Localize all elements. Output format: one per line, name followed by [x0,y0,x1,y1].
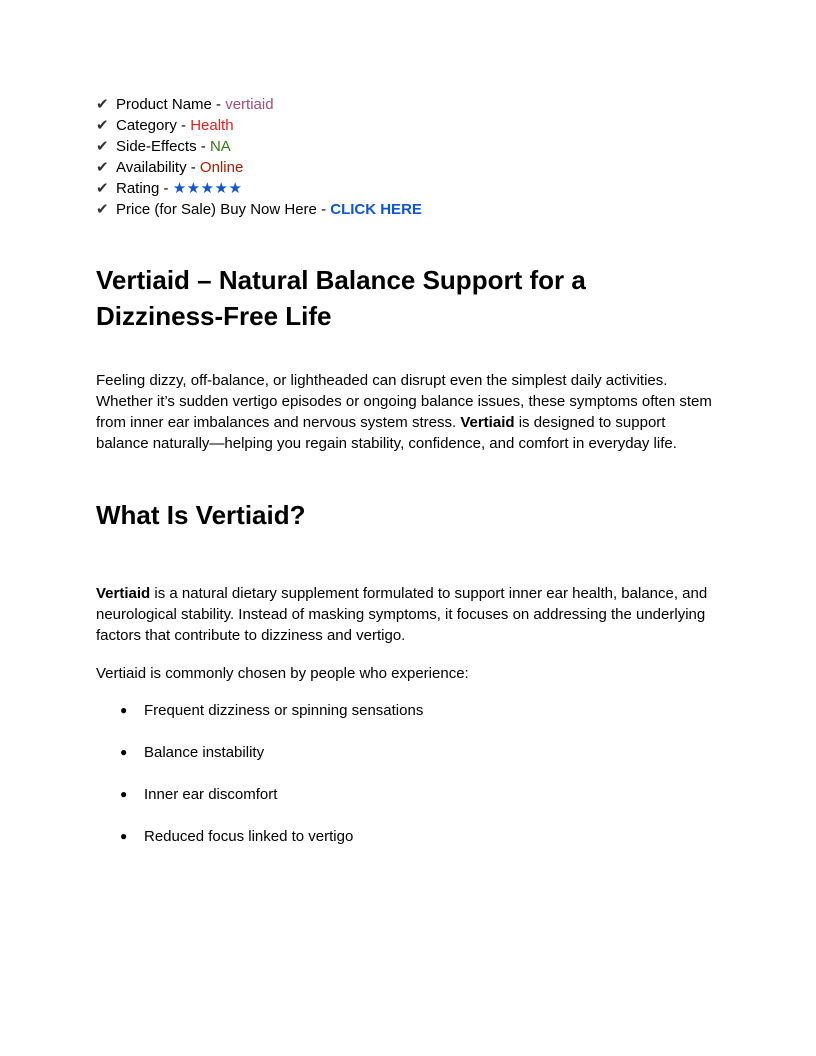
intro-text-start: Feeling dizzy, off-balance, or lightheaded can disrupt even the simplest daily activities. Whether it’s sudden vertigo episodes or ongoing balance issues, these symptoms often stem from inner ear imbalances and nervous system stress. [96,372,712,431]
list-item-text: Balance instability [144,744,265,761]
page-title [96,262,586,334]
info-availability [96,157,720,178]
bullet-icon: ● [120,829,128,843]
what-is-paragraph [96,583,720,646]
info-label: Product Name - [116,96,226,113]
info-product-name [96,94,720,115]
info-label: Side-Effects - [116,138,210,155]
intro-brand-bold: Vertiaid [460,414,515,431]
info-label: Availability - [116,159,200,176]
checkmark-icon: ✔ [96,201,109,218]
checkmark-icon: ✔ [96,180,109,197]
info-rating [96,178,720,199]
list-item-text: Reduced focus linked to vertigo [144,828,354,845]
list-item [96,784,720,826]
list-item-text: Inner ear discomfort [144,786,278,803]
checkmark-icon: ✔ [96,138,109,155]
bullet-icon: ● [120,745,128,759]
chosen-by-paragraph: Vertiaid is commonly chosen by people who experience: [96,665,469,682]
checkmark-icon: ✔ [96,117,109,134]
info-price [96,199,720,220]
availability-value: Online [199,159,244,176]
list-item [96,700,720,742]
title-line-1: Vertiaid – Natural Balance Support for a [96,265,586,295]
bullet-icon: ● [120,703,128,717]
document-page [96,94,720,845]
rating-stars-icon: ★★★★★ [172,180,243,197]
click-here-link[interactable]: CLICK HERE [330,201,422,218]
section-heading: What Is Vertiaid? [96,500,306,530]
product-info-list [96,94,720,220]
intro-text-end: is designed to support balance naturally—helping you regain stability, confidence, and comfort in everyday life. [96,414,677,452]
info-label: Price (for Sale) Buy Now Here - [116,201,331,218]
list-item [96,742,720,784]
side-effects-value: NA [209,138,231,155]
list-item-text: Frequent dizziness or spinning sensations [144,702,424,719]
info-side-effects [96,136,720,157]
checkmark-icon: ✔ [96,96,109,113]
checkmark-icon: ✔ [96,159,109,176]
info-label: Rating - [116,180,173,197]
product-name-value: vertiaid [225,96,274,113]
info-category [96,115,720,136]
intro-paragraph [96,370,720,454]
bullet-icon: ● [120,787,128,801]
info-label: Category - [116,117,191,134]
list-item [96,826,720,868]
symptom-list [96,700,720,868]
what-brand-bold: Vertiaid [96,585,151,602]
title-line-2: Dizziness-Free Life [96,301,332,331]
what-text: is a natural dietary supplement formulated to support inner ear health, balance, and neurological stability. Instead of masking symptoms, it focuses on addressing the underlying factors that contribute to dizziness and vertigo. [96,585,708,644]
category-value: Health [190,117,234,134]
